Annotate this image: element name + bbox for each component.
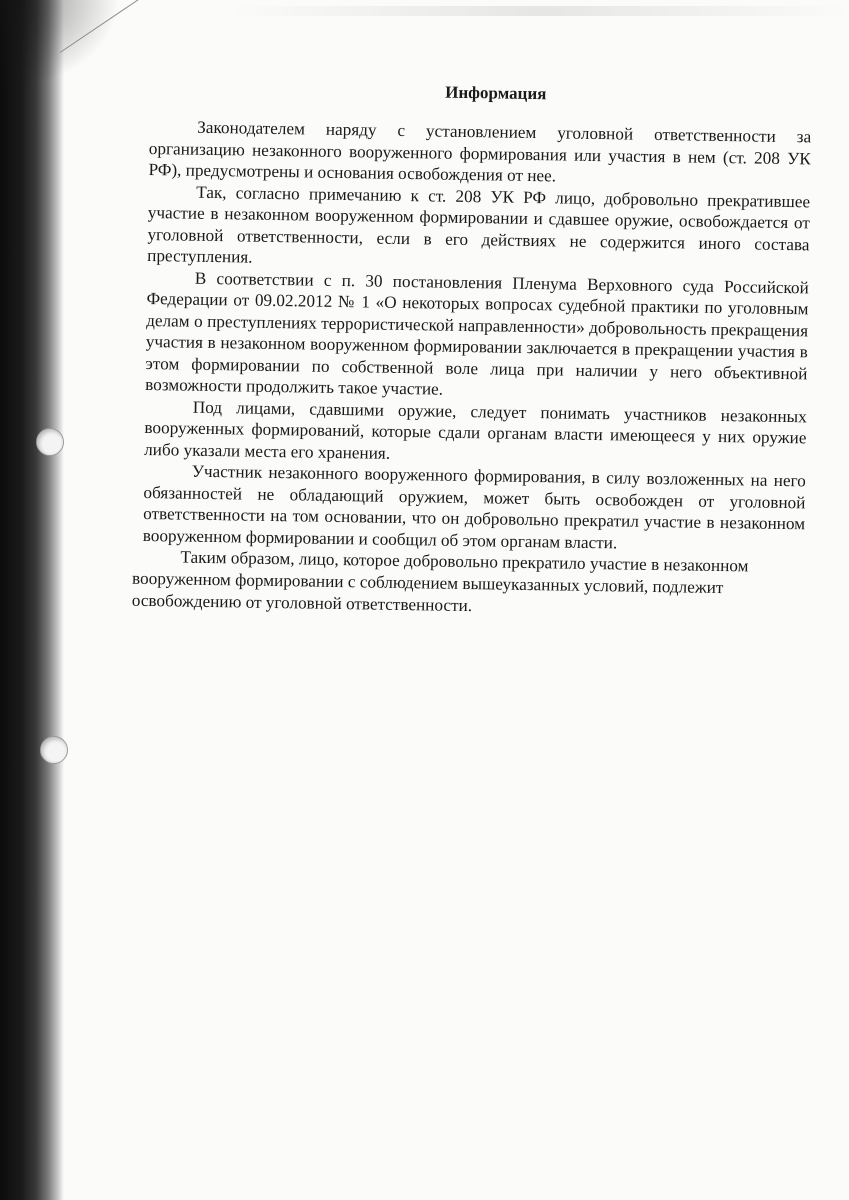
scan-streak (230, 6, 849, 16)
paragraph: Так, согласно примечанию к ст. 208 УК РФ лицо, добровольно прекратившее участие в незаконном вооруженном формировании и сдавшее оружие, освобождается от уголовной ответственности, если в его действиях не содержится иного состава преступления. (147, 182, 811, 267)
punch-hole (36, 428, 64, 456)
document-body (131, 78, 812, 622)
scan-edge-shadow (0, 0, 64, 1200)
punch-hole (40, 736, 68, 764)
paragraph: Участник незаконного вооруженного формирования, в силу возложенных на него обязанностей не обладающий оружием, может быть освобожден от уголовной ответственности на том основании, что он добровольно прекратил участие в незаконном вооруженном формировании и сообщил об этом органам власти. (142, 461, 806, 552)
scan-corner-shadow (0, 0, 120, 90)
paragraph: В соответствии с п. 30 постановления Пленума Верховного суда Российской Федерации от 09.02.2012 № 1 «О некоторых вопросах судебной практики по уголовным делам о преступлениях террористической направленности» добровольность прекращения участия в незаконном вооруженном формировании заключается в прекращении участия в этом формировании по собственной воле лица при наличии у него объективной возможности продолжить такое участие. (145, 268, 809, 399)
document-title: Информация (445, 82, 547, 104)
paragraph: Под лицами, сдавшими оружие, следует понимать участников незаконных вооруженных формирований, которые сдали органам власти имеющееся у них оружие либо указали места его хранения. (144, 397, 807, 463)
paragraph: Законодателем наряду с установлением уголовной ответственности за организацию незаконного вооруженного формирования или участия в нем (ст. 208 УК РФ), предусмотрены и основания освобождения от нее. (148, 117, 812, 186)
conclusion-paragraph: Таким образом, лицо, которое добровольно прекратило участие в незаконном вооруженном формировании с соблюдением вышеуказанных условий, подлежит освобождению от уголовной ответственности. (131, 547, 749, 616)
